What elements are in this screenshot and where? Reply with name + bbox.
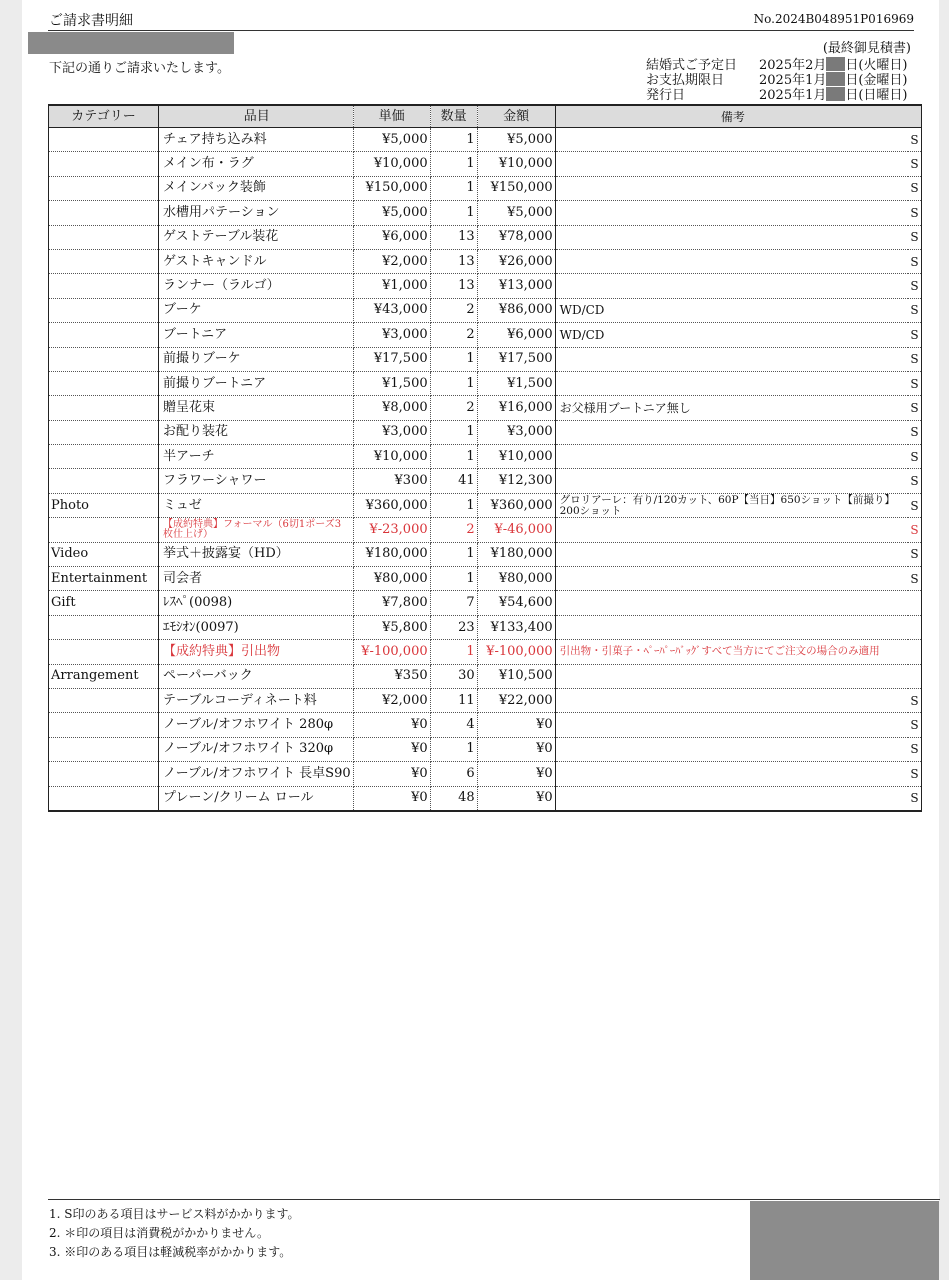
row-item: 【成約特典】引出物 (159, 640, 354, 664)
row-note (555, 567, 908, 591)
row-quantity: 2 (430, 298, 477, 322)
row-category (49, 445, 159, 469)
row-service-mark: S (908, 225, 921, 249)
row-category (49, 225, 159, 249)
row-service-mark (908, 640, 921, 664)
row-unit-price: ¥360,000 (353, 493, 430, 517)
row-note (555, 737, 908, 761)
row-note (555, 688, 908, 712)
row-quantity: 11 (430, 688, 477, 712)
row-unit-price: ¥5,000 (353, 128, 430, 152)
row-category: Video (49, 542, 159, 566)
row-item: お配り装花 (159, 420, 354, 444)
redacted-stamp-area (750, 1201, 939, 1280)
row-item: ノーブル/オフホワイト 280φ (159, 713, 354, 737)
row-unit-price: ¥-100,000 (353, 640, 430, 664)
row-unit-price: ¥3,000 (353, 420, 430, 444)
row-unit-price: ¥-23,000 (353, 518, 430, 542)
row-service-mark: S (908, 493, 921, 517)
row-quantity: 4 (430, 713, 477, 737)
row-item: ペーパーバック (159, 664, 354, 688)
row-quantity: 6 (430, 762, 477, 786)
row-item: ランナー（ラルゴ） (159, 274, 354, 298)
row-item: 水槽用パテーション (159, 201, 354, 225)
row-note (555, 762, 908, 786)
col-header-service (908, 105, 921, 128)
info-value: 2025年2月 日(火曜日) (759, 58, 908, 73)
row-amount: ¥16,000 (477, 396, 555, 420)
table-row (49, 176, 922, 200)
row-unit-price: ¥10,000 (353, 445, 430, 469)
row-amount: ¥80,000 (477, 567, 555, 591)
row-unit-price: ¥5,800 (353, 615, 430, 639)
row-service-mark: S (908, 274, 921, 298)
row-category (49, 396, 159, 420)
row-amount: ¥0 (477, 786, 555, 811)
row-amount: ¥0 (477, 713, 555, 737)
row-category (49, 469, 159, 493)
row-item: ゲストキャンドル (159, 249, 354, 273)
row-category (49, 786, 159, 811)
table-row (49, 128, 922, 152)
row-unit-price: ¥5,000 (353, 201, 430, 225)
row-note (555, 542, 908, 566)
row-quantity: 48 (430, 786, 477, 811)
row-service-mark (908, 664, 921, 688)
row-note (555, 152, 908, 176)
col-header-price: 単価 (353, 105, 430, 128)
col-header-note: 備考 (555, 105, 908, 128)
row-category (49, 128, 159, 152)
row-unit-price: ¥2,000 (353, 249, 430, 273)
redacted-day (826, 87, 845, 101)
row-amount: ¥5,000 (477, 201, 555, 225)
document-number: No.2024B048951P016969 (753, 12, 914, 26)
row-amount: ¥26,000 (477, 249, 555, 273)
info-label: 結婚式ご予定日 (646, 58, 738, 73)
row-unit-price: ¥1,500 (353, 371, 430, 395)
row-quantity: 1 (430, 201, 477, 225)
row-amount: ¥180,000 (477, 542, 555, 566)
row-amount: ¥5,000 (477, 128, 555, 152)
row-quantity: 30 (430, 664, 477, 688)
row-item: 【成約特典】フォーマル（6切1ポーズ3枚仕上げ） (159, 518, 354, 542)
row-quantity: 1 (430, 128, 477, 152)
row-unit-price: ¥1,000 (353, 274, 430, 298)
row-amount: ¥0 (477, 762, 555, 786)
row-category (49, 688, 159, 712)
invoice-sheet (22, 0, 939, 1280)
row-amount: ¥10,000 (477, 152, 555, 176)
row-amount: ¥150,000 (477, 176, 555, 200)
row-amount: ¥360,000 (477, 493, 555, 517)
row-category: Gift (49, 591, 159, 615)
redacted-day (826, 57, 845, 71)
row-note: お父様用ブートニア無し (555, 396, 908, 420)
row-quantity: 1 (430, 152, 477, 176)
row-note: グロリアーレ：有り/120カット、60P【当日】650ショット【前撮り】200ショット (555, 493, 908, 517)
row-quantity: 2 (430, 518, 477, 542)
info-label: お支払期限日 (646, 73, 725, 88)
row-service-mark: S (908, 737, 921, 761)
row-item: 半アーチ (159, 445, 354, 469)
row-note (555, 615, 908, 639)
table-row (49, 225, 922, 249)
row-category (49, 323, 159, 347)
row-category: Entertainment (49, 567, 159, 591)
row-note (555, 713, 908, 737)
row-service-mark: S (908, 469, 921, 493)
table-row (49, 371, 922, 395)
row-service-mark: S (908, 152, 921, 176)
row-category (49, 420, 159, 444)
row-unit-price: ¥300 (353, 469, 430, 493)
row-item: ﾚｽﾍﾟ(0098) (159, 591, 354, 615)
table-row (49, 518, 922, 542)
row-amount: ¥-46,000 (477, 518, 555, 542)
invoice-items-table (48, 104, 922, 812)
table-row (49, 713, 922, 737)
footer-divider (48, 1199, 940, 1200)
row-service-mark: S (908, 396, 921, 420)
row-service-mark: S (908, 786, 921, 811)
table-row (49, 493, 922, 517)
row-quantity: 1 (430, 737, 477, 761)
row-quantity: 2 (430, 396, 477, 420)
row-unit-price: ¥80,000 (353, 567, 430, 591)
row-service-mark: S (908, 445, 921, 469)
table-row (49, 567, 922, 591)
row-quantity: 1 (430, 542, 477, 566)
table-row (49, 274, 922, 298)
row-category (49, 615, 159, 639)
row-amount: ¥86,000 (477, 298, 555, 322)
row-amount: ¥13,000 (477, 274, 555, 298)
row-item: ブーケ (159, 298, 354, 322)
row-unit-price: ¥350 (353, 664, 430, 688)
row-note (555, 518, 908, 542)
row-unit-price: ¥0 (353, 762, 430, 786)
table-row (49, 396, 922, 420)
table-row (49, 201, 922, 225)
intro-text: 下記の通りご請求いたします。 (49, 61, 230, 76)
row-quantity: 1 (430, 371, 477, 395)
row-amount: ¥6,000 (477, 323, 555, 347)
row-unit-price: ¥150,000 (353, 176, 430, 200)
row-item: ブートニア (159, 323, 354, 347)
row-service-mark (908, 591, 921, 615)
row-item: 贈呈花束 (159, 396, 354, 420)
row-service-mark: S (908, 347, 921, 371)
row-note (555, 201, 908, 225)
row-amount: ¥12,300 (477, 469, 555, 493)
row-service-mark (908, 615, 921, 639)
row-item: 挙式＋披露宴（HD） (159, 542, 354, 566)
row-quantity: 41 (430, 469, 477, 493)
row-unit-price: ¥7,800 (353, 591, 430, 615)
row-note: 引出物・引菓子・ﾍﾟｰﾊﾟｰﾊﾞｯｸﾞすべて当方にてご注文の場合のみ適用 (555, 640, 908, 664)
row-category (49, 371, 159, 395)
redacted-day (826, 72, 845, 86)
row-note (555, 128, 908, 152)
row-amount: ¥22,000 (477, 688, 555, 712)
row-item: メイン布・ラグ (159, 152, 354, 176)
row-note (555, 420, 908, 444)
table-row (49, 347, 922, 371)
row-category (49, 201, 159, 225)
row-amount: ¥1,500 (477, 371, 555, 395)
table-header-row (49, 105, 922, 128)
row-item: ミュゼ (159, 493, 354, 517)
row-unit-price: ¥0 (353, 713, 430, 737)
col-header-qty: 数量 (430, 105, 477, 128)
table-row (49, 469, 922, 493)
row-unit-price: ¥0 (353, 786, 430, 811)
row-amount: ¥78,000 (477, 225, 555, 249)
row-unit-price: ¥180,000 (353, 542, 430, 566)
row-service-mark: S (908, 567, 921, 591)
row-service-mark: S (908, 713, 921, 737)
document-title: ご請求書明細 (49, 13, 133, 29)
info-payment-due (646, 72, 908, 88)
table-row (49, 249, 922, 273)
row-note (555, 274, 908, 298)
table-row (49, 298, 922, 322)
table-row (49, 420, 922, 444)
row-quantity: 1 (430, 347, 477, 371)
col-header-amount: 金額 (477, 105, 555, 128)
row-unit-price: ¥3,000 (353, 323, 430, 347)
row-service-mark: S (908, 323, 921, 347)
table-row (49, 152, 922, 176)
row-note (555, 347, 908, 371)
title-divider (48, 30, 914, 31)
row-unit-price: ¥6,000 (353, 225, 430, 249)
row-item: ゲストテーブル装花 (159, 225, 354, 249)
row-quantity: 13 (430, 225, 477, 249)
row-service-mark: S (908, 128, 921, 152)
row-amount: ¥0 (477, 737, 555, 761)
row-amount: ¥17,500 (477, 347, 555, 371)
row-item: ｴﾓｼｵﾝ(0097) (159, 615, 354, 639)
row-category (49, 640, 159, 664)
table-row (49, 323, 922, 347)
row-service-mark: S (908, 518, 921, 542)
row-service-mark: S (908, 542, 921, 566)
row-quantity: 13 (430, 274, 477, 298)
row-note (555, 249, 908, 273)
row-note (555, 591, 908, 615)
row-category: Photo (49, 493, 159, 517)
row-quantity: 2 (430, 323, 477, 347)
row-note (555, 176, 908, 200)
row-service-mark: S (908, 298, 921, 322)
table-row (49, 591, 922, 615)
row-service-mark: S (908, 371, 921, 395)
row-note (555, 786, 908, 811)
row-service-mark: S (908, 762, 921, 786)
row-category: Arrangement (49, 664, 159, 688)
row-note: WD/CD (555, 298, 908, 322)
row-category (49, 176, 159, 200)
table-row (49, 762, 922, 786)
row-amount: ¥3,000 (477, 420, 555, 444)
row-amount: ¥133,400 (477, 615, 555, 639)
row-note (555, 469, 908, 493)
table-row (49, 640, 922, 664)
footer-note-2: 2. ＊印の項目は消費税がかかりません。 (49, 1226, 269, 1240)
row-category (49, 274, 159, 298)
row-service-mark: S (908, 688, 921, 712)
info-issue-date (646, 87, 908, 103)
row-quantity: 23 (430, 615, 477, 639)
info-wedding-date (646, 57, 908, 73)
row-note: WD/CD (555, 323, 908, 347)
row-service-mark: S (908, 420, 921, 444)
row-quantity: 13 (430, 249, 477, 273)
row-item: メインバック装飾 (159, 176, 354, 200)
row-category (49, 762, 159, 786)
footer-note-1: 1. S印のある項目はサービス料がかかります。 (49, 1207, 300, 1221)
row-amount: ¥10,000 (477, 445, 555, 469)
row-note (555, 664, 908, 688)
table-row (49, 786, 922, 811)
table-row (49, 445, 922, 469)
row-category (49, 249, 159, 273)
row-quantity: 1 (430, 640, 477, 664)
estimate-label: (最終御見積書) (822, 41, 911, 56)
row-item: フラワーシャワー (159, 469, 354, 493)
row-item: プレーン/クリーム ロール (159, 786, 354, 811)
row-amount: ¥54,600 (477, 591, 555, 615)
row-amount: ¥-100,000 (477, 640, 555, 664)
info-value: 2025年1月 日(金曜日) (759, 73, 908, 88)
info-value: 2025年1月 日(日曜日) (759, 88, 908, 103)
row-item: テーブルコーディネート料 (159, 688, 354, 712)
row-unit-price: ¥43,000 (353, 298, 430, 322)
row-item: 前撮りブーケ (159, 347, 354, 371)
row-category (49, 737, 159, 761)
table-row (49, 542, 922, 566)
row-item: ノーブル/オフホワイト 320φ (159, 737, 354, 761)
row-unit-price: ¥17,500 (353, 347, 430, 371)
row-category (49, 152, 159, 176)
row-category (49, 518, 159, 542)
row-category (49, 347, 159, 371)
row-item: 前撮りブートニア (159, 371, 354, 395)
row-quantity: 1 (430, 420, 477, 444)
row-note (555, 225, 908, 249)
row-item: 司会者 (159, 567, 354, 591)
redacted-recipient-name (28, 32, 234, 54)
row-unit-price: ¥10,000 (353, 152, 430, 176)
footer-note-3: 3. ※印のある項目は軽減税率がかかります。 (49, 1245, 292, 1259)
row-unit-price: ¥8,000 (353, 396, 430, 420)
row-quantity: 1 (430, 493, 477, 517)
row-quantity: 1 (430, 445, 477, 469)
row-service-mark: S (908, 176, 921, 200)
row-category (49, 298, 159, 322)
table-row (49, 615, 922, 639)
table-row (49, 737, 922, 761)
row-item: ノーブル/オフホワイト 長卓S90 (159, 762, 354, 786)
row-service-mark: S (908, 201, 921, 225)
info-label: 発行日 (646, 88, 686, 103)
table-row (49, 664, 922, 688)
row-category (49, 713, 159, 737)
row-service-mark: S (908, 249, 921, 273)
row-quantity: 1 (430, 567, 477, 591)
row-quantity: 1 (430, 176, 477, 200)
table-row (49, 688, 922, 712)
row-unit-price: ¥2,000 (353, 688, 430, 712)
row-amount: ¥10,500 (477, 664, 555, 688)
col-header-item: 品目 (159, 105, 354, 128)
row-note (555, 371, 908, 395)
row-unit-price: ¥0 (353, 737, 430, 761)
row-item: チェア持ち込み料 (159, 128, 354, 152)
col-header-category: カテゴリー (49, 105, 159, 128)
row-quantity: 7 (430, 591, 477, 615)
row-note (555, 445, 908, 469)
table-body (49, 128, 922, 811)
